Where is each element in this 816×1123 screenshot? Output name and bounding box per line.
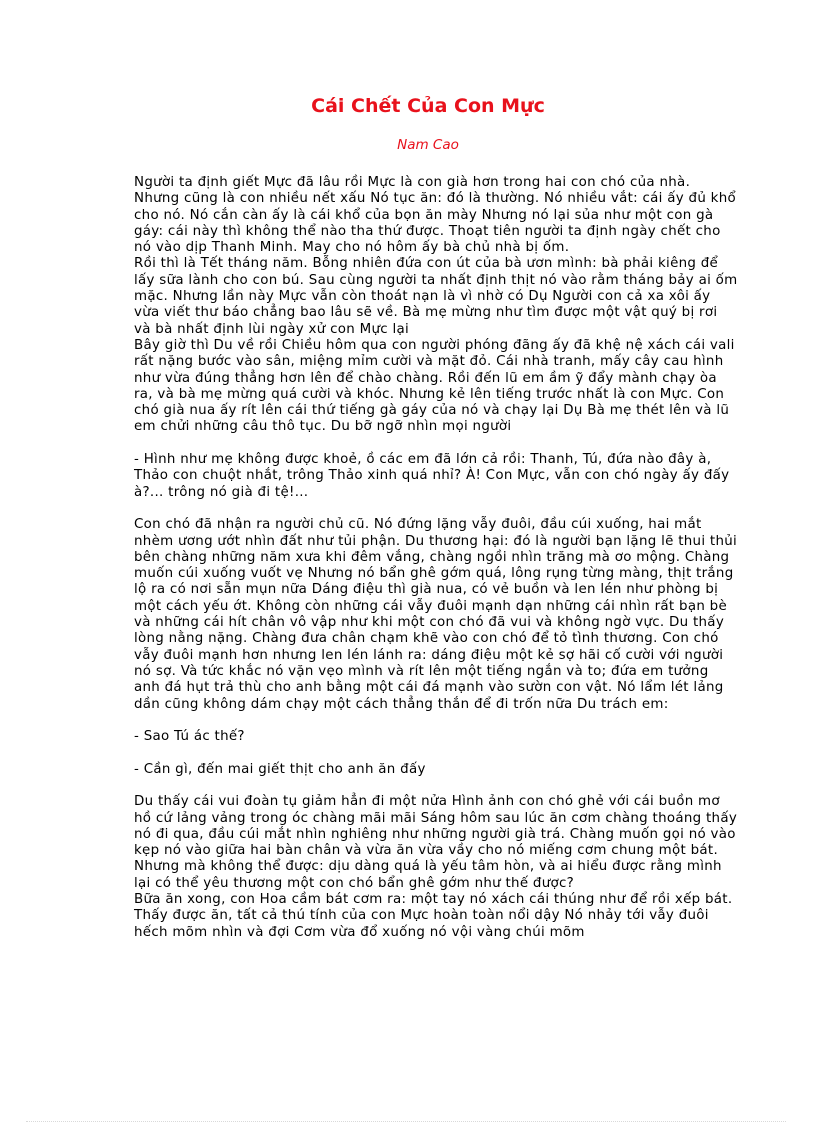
page-bottom-divider [26, 1121, 786, 1122]
document-author: Nam Cao [397, 137, 459, 153]
paragraph: Du thấy cái vui đoàn tụ giảm hẳn đi một nửa Hình ảnh con chó ghẻ với cái buồn mơ hồ cứ lảng vảng trong óc chàng mãi mãi Sáng hôm sau lúc ăn cơm chàng thoáng thấy nó đi qua, đầu cúi mắt nhìn nghiêng như những người già trá. Chàng muốn gọi nó vào kẹp nó vào giữa hai bàn chân và vừa ăn vừa vầy cho nó miếng cơm chung một bát. Nhưng mà không thể được: dịu dàng quá là yếu tâm hòn, và ai hiểu được rằng mình lại có thể yêu thương một con chó bẩn ghê gớm như thế được? [134, 794, 738, 891]
paragraph: Rồi thì là Tết tháng năm. Bỗng nhiên đứa con út của bà ươn mình: bà phải kiêng để lấy sữa lành cho con bú. Sau cùng người ta nhất định thịt nó vào rằm tháng bảy ai ốm mặc. Nhưng lần này Mực vẫn còn thoát nạn là vì nhờ có Dụ Người con cả xa xôi ấy vừa viết thư báo chẳng bao lâu sẽ về. Bà mẹ mừng như tìm được một vật quý bị rơi và bà nhất định lùi ngày xử con Mực lại [134, 256, 738, 337]
document-body [134, 175, 738, 941]
paragraph: Con chó đã nhận ra người chủ cũ. Nó đứng lặng vẫy đuôi, đầu cúi xuống, hai mắt nhèm ương ướt nhìn đất như tủi phận. Du thương hại: đó là người bạn lặng lẽ thui thủi bên chàng những năm xưa khi đêm vắng, chàng ngồi nhìn trăng mà ơo mộng. Chàng muốn cúi xuống vuốt vẹ Nhưng nó bẩn ghê gớm quá, lông rụng từng màng, thịt trắng lộ ra có nơi sẵn mụn nữa Dáng điệu thì già nua, có vẻ buồn và len lén như phòng bị một cách yếu ớt. Không còn những cái vẫy đuôi mạnh dạn những cái nhìn rất bạn bè và những cái hít chân vô vập như khi một con chó đã vui và không ngờ vực. Du thấy lòng nằng nặng. Chàng đưa chân chạm khẽ vào con chó để tỏ tình thương. Con chó vẫy đuôi mạnh hơn nhưng len lén lánh ra: dáng điệu một kẻ sợ hãi cố cười với người nó sợ. Và tức khắc nó vặn vẹo mình và rít lên một tiếng ngắn và to; đứa em tưởng anh đá hụt trả thù cho anh bằng một cái đá mạnh vào sườn con vật. Nó lẩm lét lảng dần cũng không dám chạy một cách thẳng thắn để đi trốn nữa Du trách em: [134, 517, 738, 712]
paragraph: - Cần gì, đến mai giết thịt cho anh ăn đấy [134, 761, 426, 777]
document-title: Cái Chết Của Con Mực [311, 95, 545, 117]
paragraph: Bữa ăn xong, con Hoa cầm bát cơm ra: một tay nó xách cái thúng như để rồi xếp bát. Thấy được ăn, tất cả thú tính của con Mực hoàn toàn nổi dậy Nó nhảy tới vẫy đuôi hếch mõm nhìn và đợi Cơm vừa đổ xuống nó vội vàng chúi mõm [134, 892, 733, 940]
paragraph: Người ta định giết Mực đã lâu rồi Mực là con già hơn trong hai con chó của nhà. Nhưng cũng là con nhiều nết xấu Nó tục ăn: đó là thường. Nó nhiều vắt: cái ấy đủ khổ cho nó. Nó cắn càn ấy là cái khổ của bọn ăn mày Nhưng nó lại sủa như một con gà gáy: cái này thì không thể nào tha thứ được. Thoạt tiên người ta định ngày chết cho nó vào dịp Thanh Minh. May cho nó hôm ấy bà chủ nhà bị ốm. [134, 175, 737, 256]
paragraph: - Hình như mẹ không được khoẻ, ồ các em đã lớn cả rồi: Thanh, Tú, đứa nào đây à, Thảo con chuột nhắt, trông Thảo xinh quá nhỉ? À! Con Mực, vẫn con chó ngày ấy đấy à?... trông nó già đi tệ!... [134, 452, 730, 500]
paragraph: Bây giờ thì Du về rồi Chiều hôm qua con người phóng đãng ấy đã khệ nệ xách cái vali rất nặng bước vào sân, miệng mỉm cười và mặt đỏ. Cái nhà tranh, mấy cây cau hình như vừa đúng thẳng hơn lên để chào chàng. Rồi đến lũ em ầm ỹ đẩy mành chạy òa ra, và bà mẹ mừng quá cười và khóc. Nhưng kẻ lên tiếng trước nhất là con Mực. Con chó già nua ấy rít lên cái thứ tiếng gà gáy của nó và chạy lại Dụ Bà mẹ thét lên và lũ em chửi những câu thô tục. Du bỡ ngỡ nhìn mọi người [134, 337, 735, 435]
paragraph: - Sao Tú ác thế? [134, 729, 245, 745]
